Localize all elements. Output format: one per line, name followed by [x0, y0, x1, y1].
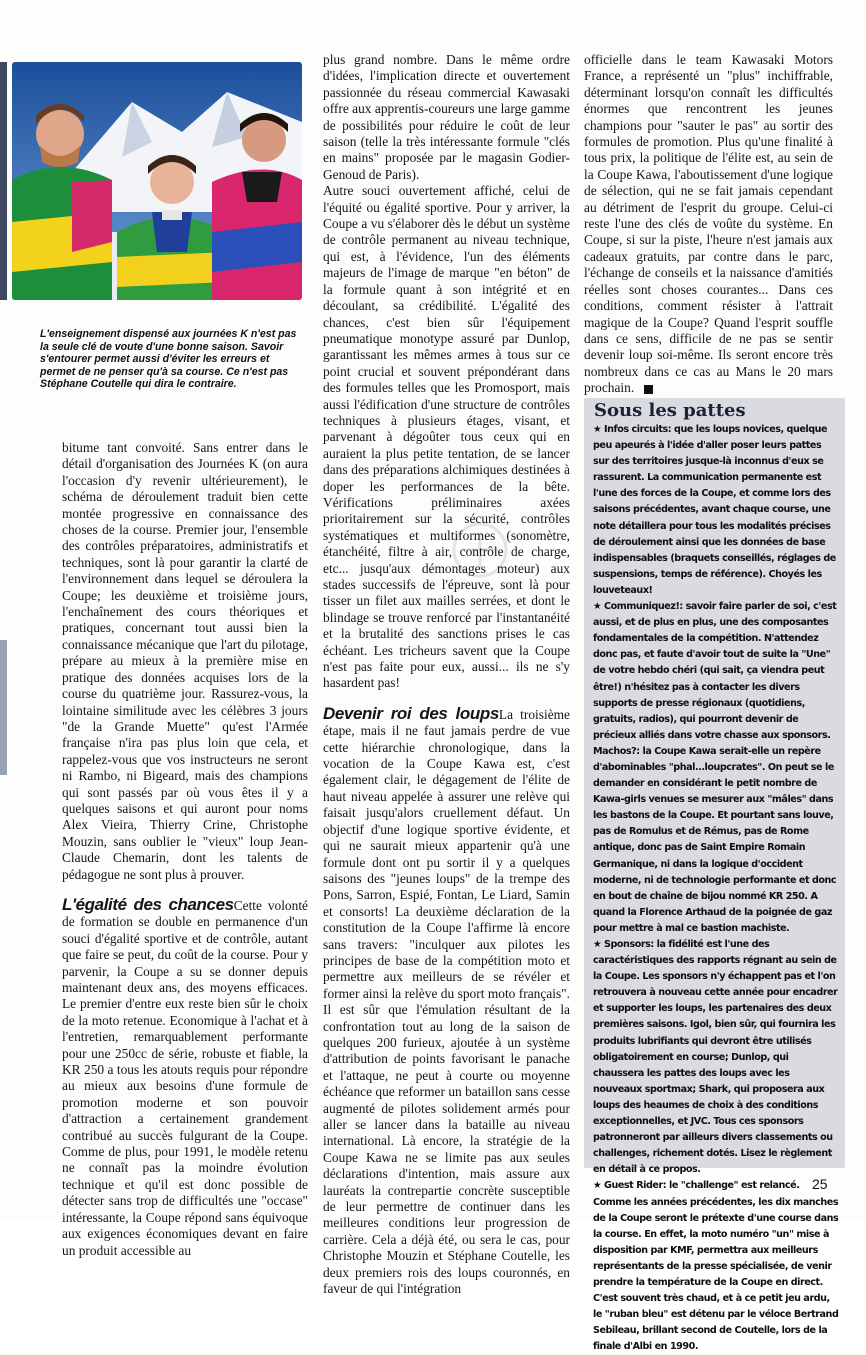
end-of-article-mark: [644, 385, 653, 394]
col1-paragraph-2: [62, 894, 308, 1259]
page-edge-bar: [0, 640, 7, 775]
column-1: [62, 440, 308, 1259]
sidebar-item: ★ Sponsors: la fidélité est l'une des caractéristiques des rapports régnant au sein de la Coupe. Les sponsors n'y échappent pas et l'on retrouvera à nouveau cette année pour encadrer et supporter les loups, les partenaires des deux premières saisons. Igol, bien sûr, qui fournira les produits lubrifiants qui devront être utilisés obligatoirement en course; Dunlop, qui chaussera les pattes des loups avec les nouveaux sportmax; Shark, qui proposera aux loups des heaumes de choix à des conditions exceptionnelles, et JVC. Tous ces sponsors patronneront par ailleurs divers classements ou challenges, richement dotés. Lisez le règlement en détail à ce propos.: [593, 939, 838, 1176]
column-3: [584, 52, 833, 397]
col2-paragraph-3: [323, 703, 570, 1298]
photo-caption: L'enseignement dispensé aux journées K n'est pas la seule clé de voute d'une bonne saison. Savoir s'entourer permet aussi d'éviter les erreurs et permet de ne penser qu'à sa course. Ce n'est pas Stéphane Coutelle qui dira le contraire.: [40, 328, 297, 391]
sidebar-item: Machos?: la Coupe Kawa serait-elle un repère d'abominables "phal...loupcrates". On peut se le demander en considérant le petit nombre de Kawa-girls venues se mesurer aux "mâles" dans les bastons de la Coupe. Et pourtant sans louve, pas de Romulus et de Rémus, pas de Rome antique, donc pas de Saint Empire Romain Germanique, ni dans la logique d'occident moderne, ni de technologie performante et donc en bout de chaîne de bijou nommé KR 250. A quand la Florence Arthaud de la poignée de gaz pour mettre à mal ce bastion machiste.: [593, 745, 837, 934]
section-heading-egalite: L'égalité des chances: [62, 894, 234, 914]
col1-paragraph-1: bitume tant convoité. Sans entrer dans le détail d'organisation des Journées K (on aura l'occasion d'y revenir ultérieurement), le schéma de déroulement traduit bien cette montée progressive en connaissance des choses de la course. Premier jour, l'ensemble des contrôles préparatoires, administratifs et techniques, sont là pour garantir la clarté de l'environnement dans lequel se déroulera la Coupe; les deuxième et troisième jours, l'enchaînement des cours théoriques et pratiques, concernant tout aussi bien la connaissance mécanique que l'art du pilotage, prépare au mieux à la première mise en pratique des données acquises lors de la course du quatrième jour. Rassurez-vous, la lointaine similitude avec les célèbres 3 jours "de la Grande Muette" qu'est l'Armée française n'ira pas plus loin que cela, et rappelez-vous que vos instructeurs ne seront ni Rambo, ni Bigeard, mais des champions qui sont passés par où vous êtes il y a quelques saisons et qui auront pour noms Alex Vieira, Thierry Crine, Christophe Mouzin, sans oublier le "vieux" loup Jean-Claude Chemarin, dont les talents de pédagogue ne sont plus à prouver.: [62, 440, 308, 882]
riders-photo-illustration: [12, 62, 302, 300]
sidebar-item: ★ Infos circuits: que les loups novices, quelque peu apeurés à l'idée d'aller poser leurs pattes sur des territoires jusque-là inconnus d'eux se rassurent. La communication permanente est l'une des forces de la Coupe, et comme lors des saisons précédentes, avant chaque course, une note détaillera pour tous les modalités précises de déroulement ainsi que les données de base indispensables (braquets conseillés, réglages de suspensions, temps de référence). Choyés les louveteaux!: [593, 424, 836, 596]
sidebar-body: [593, 422, 839, 1355]
sidebar-item: ★ Communiquez!: savoir faire parler de soi, c'est aussi, et de plus en plus, une des composantes fondamentales de la compétition. N'attendez donc pas, et faute d'avoir tout de suite la "Une" de votre hebdo chéri (qui sait, ça viendra peut être!) n'hésitez pas à contacter les divers supports de presse régionaux (quotidiens, gratuits, radios), qui pourront devenir de précieux alliés dans votre chasse aux sponsors.: [593, 601, 837, 741]
col3-paragraph-1-text: officielle dans le team Kawasaki Motors France, a représenté un "plus" inchiffrable, déterminant lorsqu'on connaît les difficultés énormes que rencontrent les jeunes champions pour "sauter le pas" au sortir des formules de promotion. Plus qu'une finalité à tous prix, la politique de l'élite est, au sein de la Coupe Kawa, l'aboutissement d'une logique de sélection, qui ne se fait jamais cependant au détriment de l'esprit du groupe. Celui-ci reste l'une des clés de voûte du système. En Coupe, si sur la piste, l'heure n'est jamais aux cadeaux gratuits, par contre dans le parc, l'échange de conseils et la naissance d'amitiés réelles sont choses courantes... Dans ces conditions, comment résister à l'attrait magique de la Coupe? Quand l'esprit souffle dans ce sens, difficile de ne pas se sentir devenir loup soi-même. Ils seront encore très nombreux dans ce cas au Mans le 20 mars prochain.: [584, 52, 833, 396]
sidebar-title: Sous les pattes: [594, 400, 746, 421]
section-heading-roi-des-loups: Devenir roi des loups: [323, 703, 499, 723]
col2-paragraph-2: Autre souci ouvertement affiché, celui de l'équité ou égalité sportive. Pour y arriver, la Coupe a vu s'élaborer dès le début un système de contrôle permanent au niveau technique, qui est, à l'évidence, l'un des éléments majeurs de l'image de marque "en béton" de la formule quant à son intégrité et en découlant, sa crédibilité. L'égalité des chances, c'est bien sûr l'équipement pneumatique monotype assuré par Dunlop, garantissant les mêmes armes à tous sur ce point crucial et souvent prépondérant dans des formules telles que les Promosport, mais aussi l'édification d'une structure de contrôles techniques à plusieurs étages, visant, et parvenant à dégoûter tous ceux qui en auraient la plus petite tentation, de se lancer dans des préparations alchimiques destinées à doper les performances de la bête. Vérifications préliminaires axées prioritairement sur la sécurité, contrôles systématiques et multiformes (sonomètre, étanchéité, filtre à air, contrôle de charge, etc... jusqu'aux démontages moteur) aux stades successifs de l'épreuve, sont là pour tisser un filet aux mailles serrées, et dont le blindage se trouve renforcé par l'instantanéité et la brutalité des sanctions prises le cas échéant. Les tricheurs savent que la Coupe n'est pas faite pour eux, aussi... ils ne s'y hasardent pas!: [323, 183, 570, 691]
col3-paragraph-1: [584, 52, 833, 397]
column-2: [323, 52, 570, 1297]
riders-photo: [12, 62, 302, 300]
page-number: 25: [812, 1176, 828, 1192]
sidebar-item: ★ Guest Rider: le "challenge" est relancé. Comme les années précédentes, les dix manches de la Coupe seront le prétexte d'une course dans la course. En effet, la moto numéro "un" mise à disposition par KMF, permettra aux meilleurs représentants de la presse spécialisée, de venir prendre la température de la Coupe en direct. C'est souvent très chaud, et à ce petit jeu ardu, le "ruban bleu" est détenu par le véloce Bertrand Sebileau, brillant second de Coutelle, lors de la finale d'Albi en 1990.: [593, 1180, 839, 1353]
col1-paragraph-2-text: Cette volonté de formation se double en permanence d'un souci d'égalité sportive et de contrôle, autant que faire se peut, du coût de la course. Pour y parvenir, la Coupe a su se donner depuis maintenant deux ans, des moyens efficaces. Le premier d'entre eux reste bien sûr le choix de la moto retenue. Economique à l'achat et à l'entretien, remarquablement performante pour une 250cc de série, robuste et fiable, la KR 250 a tous les atouts requis pour répondre au mieux aux besoins d'une formule de promotion moderne et son pouvoir d'attraction a certainement grandement contribué au succès fulgurant de la Coupe. Comme de plus, pour 1991, le modèle retenu ne connaît pas la moindre évolution technique et qu'il est donc possible de détecter sans trop de difficultés une "occase" intéressante, la Coupe répond sans équivoque aux exigences économiques devant en faire un produit accessible au: [62, 897, 308, 1258]
page-edge-bar: [0, 62, 7, 300]
col2-paragraph-1: plus grand nombre. Dans le même ordre d'idées, l'implication directe et ouvertement passionnée du réseau commercial Kawasaki offre aux apprentis-coureurs une large gamme de possibilités pour réduire le coût de leur saison (telle la très intéressante formule "clés en mains" proposée par le magasin Godier-Genoud de Paris).: [323, 52, 570, 182]
col2-paragraph-3-text: La troisième étape, mais il ne faut jamais perdre de vue cette hiérarchie chronologique, dans la vocation de la Coupe Kawa est, c'est également clair, le dégagement de l'élite de haut niveau appelée à assurer une relève qui faisait jusqu'alors cruellement défaut. Un objectif d'une logique sportive évidente, et qui ne saurait mieux appartenir qu'à une formule dont ont pu sortir il y a quelques saisons des "jeunes loups" de la trempe des Pons, Sarron, Espié, Fontan, Le Liard, Samin et consorts! La deuxième déclaration de la constitution de la Coupe l'affirme là encore sans travers: "inculquer aux pilotes les principes de base de la compétition moto et permettre aux meilleurs de se révéler et former ainsi la relève du sport moto français". Il est sûr que l'émulation résultant de la confrontation tout au long de la saison de quelques 200 furieux, ajoutée à un système d'attribution de points favorisant le panache et l'attaque, ne peut à courte ou moyenne échéance que reformer un bataillon sans cesse augmenté de pilotes solidement armés pour aller se lancer dans la bataille au niveau international. Là encore, la stratégie de la Coupe Kawa ne se limite pas aux seules déclarations d'intention, mais assure aux lauréats la contrepartie concrète susceptible de leur permettre de continuer dans les meilleures conditions leur progression de carrière. Cela a déjà été, ou sera le cas, pour Christophe Mouzin et Stéphane Coutelle, les deux premiers rois des loups couronnés, en faveur de qui l'intégration: [323, 706, 570, 1297]
watermark-logo-icon: [440, 520, 520, 580]
